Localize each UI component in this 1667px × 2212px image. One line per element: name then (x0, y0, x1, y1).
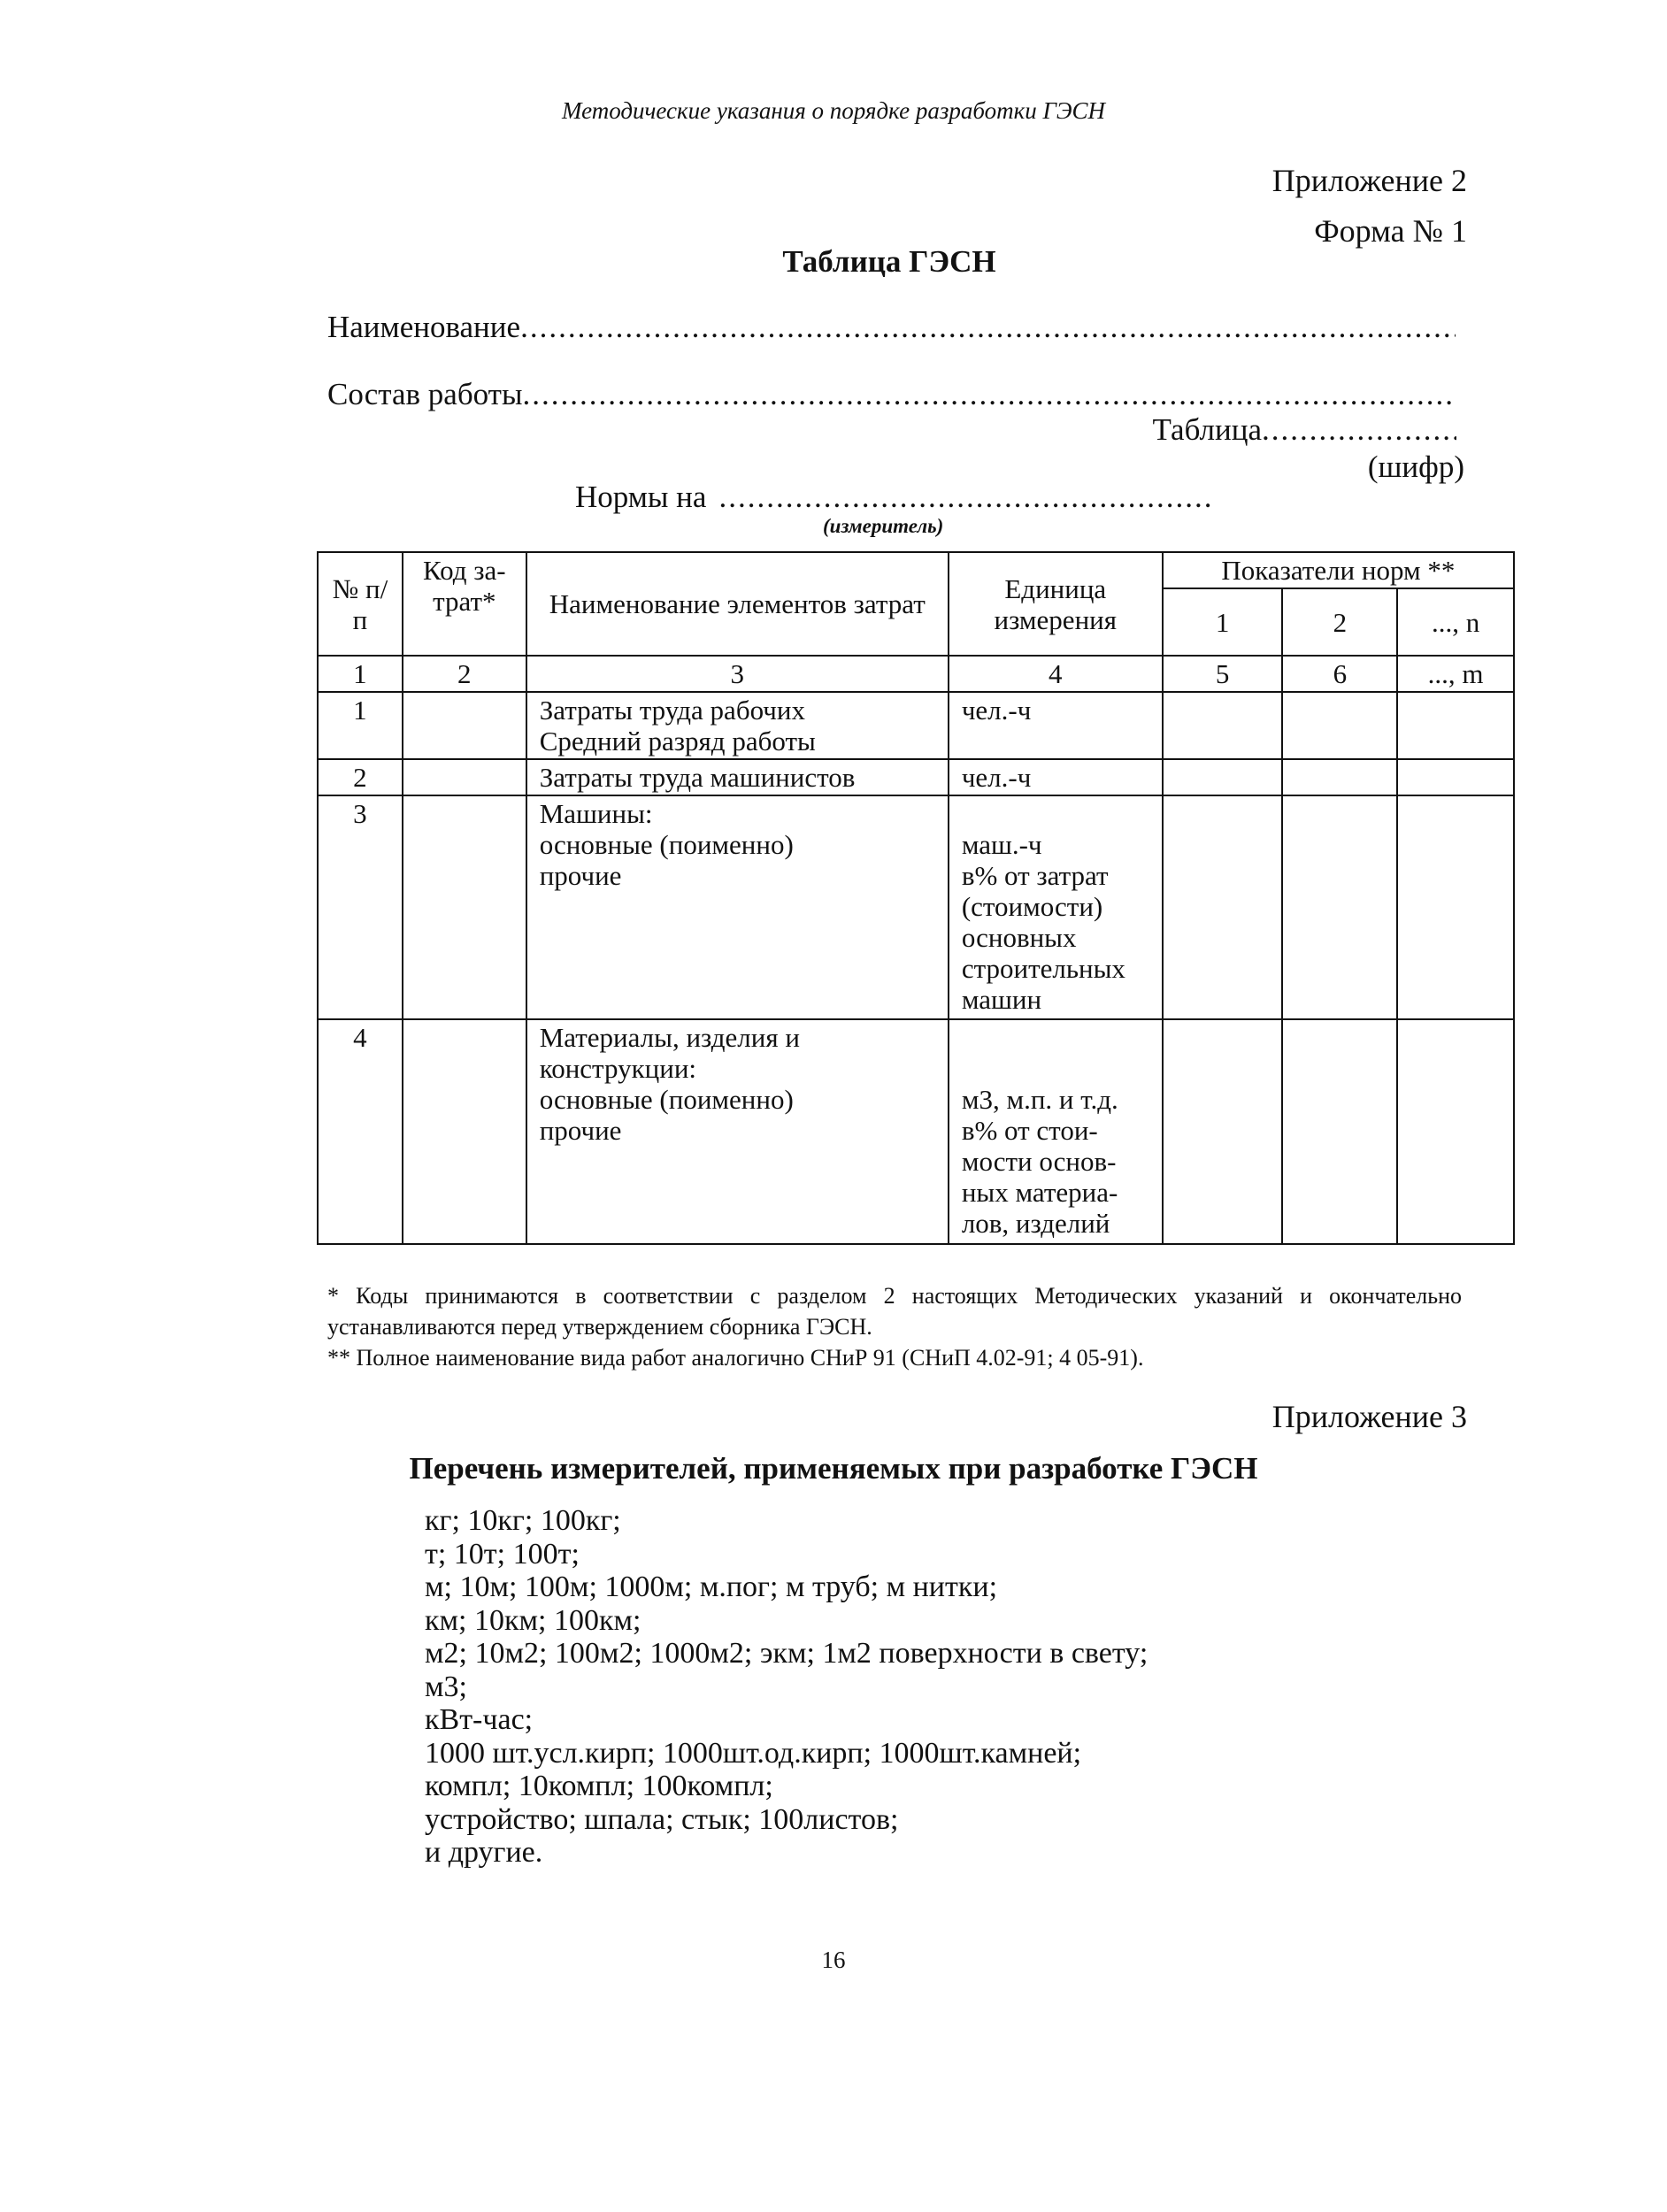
work-label: Состав работы (327, 377, 523, 411)
appendix-3-label: Приложение 3 (1271, 1399, 1467, 1434)
list-item: м; 10м; 100м; 1000м; м.пог; м труб; м нитки; (425, 1571, 998, 1603)
col-num-cell: 4 (949, 656, 1163, 692)
table-row (318, 1019, 1514, 1244)
col-num-cell: 1 (318, 656, 403, 692)
header-unit: Единица измерения (949, 552, 1163, 656)
header-ind-n: ..., n (1397, 588, 1514, 656)
row-ind (1397, 1019, 1514, 1244)
footnote-marker: * (327, 1283, 339, 1309)
appendix-2-label: Приложение 2 (1271, 163, 1467, 198)
col-num-cell: ..., m (1397, 656, 1514, 692)
row-unit: маш.-ч в% от затрат (стоимости) основных строительных машин (949, 795, 1163, 1019)
row-ind (1163, 759, 1283, 795)
footnote-1-text: Коды принимаются в соответствии с разделом 2 настоящих Методических указаний и окончательно устанавливаются перед утверждением сборника ГЭСН. (327, 1283, 1462, 1340)
table-row (318, 759, 1514, 795)
list-item: компл; 10компл; 100компл; (425, 1770, 773, 1802)
footnote-2 (327, 1342, 1462, 1373)
leader-dots (1262, 412, 1456, 448)
row-name: Затраты труда машинистов (526, 759, 949, 795)
table-title: Таблица ГЭСН (782, 244, 996, 279)
running-header: Методические указания о порядке разработки ГЭСН (561, 97, 1106, 124)
header-ind-1: 1 (1163, 588, 1283, 656)
row-num: 2 (318, 759, 403, 795)
row-ind (1397, 759, 1514, 795)
page-number: 16 (821, 1947, 846, 1973)
row-name: Материалы, изделия и конструкции: основные (поименно) прочие (526, 1019, 949, 1244)
row-name: Затраты труда рабочих Средний разряд работы (526, 692, 949, 759)
list-item: м3; (425, 1670, 467, 1703)
col-num-cell: 6 (1282, 656, 1397, 692)
row-ind (1282, 795, 1397, 1019)
list-item: устройство; шпала; стык; 100листов; (425, 1802, 899, 1836)
row-ind (1282, 759, 1397, 795)
row-ind (1163, 1019, 1283, 1244)
row-ind (1282, 692, 1397, 759)
header-num: № п/п (318, 552, 403, 656)
footnote-marker: ** (327, 1345, 350, 1371)
cipher-note: (шифр) (1367, 449, 1464, 484)
row-ind (1163, 795, 1283, 1019)
row-num: 4 (318, 1019, 403, 1244)
list-item: км; 10км; 100км; (425, 1603, 641, 1637)
table-label: Таблица (1152, 412, 1262, 447)
col-num-cell: 3 (526, 656, 949, 692)
row-ind (1397, 795, 1514, 1019)
row-ind (1163, 692, 1283, 759)
norms-label: Нормы на (575, 480, 707, 514)
col-num-cell: 2 (403, 656, 526, 692)
row-code (403, 795, 526, 1019)
list-item: и другие. (425, 1836, 543, 1869)
table-number-field (1014, 412, 1456, 448)
name-label: Наименование (327, 310, 521, 344)
row-unit: чел.-ч (949, 692, 1163, 759)
row-code (403, 692, 526, 759)
row-ind (1397, 692, 1514, 759)
row-code (403, 1019, 526, 1244)
row-code (403, 759, 526, 795)
header-name: Наименование элементов затрат (526, 552, 949, 656)
row-ind (1282, 1019, 1397, 1244)
row-unit: чел.-ч (949, 759, 1163, 795)
norms-field (575, 480, 1212, 515)
header-code: Код за-трат* (403, 552, 526, 656)
row-num: 3 (318, 795, 403, 1019)
row-unit: м3, м.п. и т.д. в% от стои- мости основ- ных материа- лов, изделий (949, 1019, 1163, 1244)
col-num-cell: 5 (1163, 656, 1283, 692)
form-number: Форма № 1 (1314, 213, 1467, 249)
header-ind-2: 2 (1282, 588, 1397, 656)
meters-list-title: Перечень измерителей, применяемых при разработке ГЭСН (409, 1451, 1258, 1486)
list-item: кг; 10кг; 100кг; (425, 1504, 621, 1537)
leader-dots (522, 377, 1456, 412)
header-indicators: Показатели норм ** (1163, 552, 1514, 588)
list-item: кВт-час; (425, 1703, 534, 1736)
list-item: т; 10т; 100т; (425, 1537, 580, 1571)
footnote-1 (327, 1280, 1462, 1342)
leader-dots (520, 310, 1456, 345)
meters-list (425, 1504, 1148, 1870)
leader-dots (718, 480, 1212, 515)
row-name: Машины: основные (поименно) прочие (526, 795, 949, 1019)
table-row (318, 692, 1514, 759)
meter-note: (измеритель) (823, 515, 944, 537)
list-item: 1000 шт.усл.кирп; 1000шт.од.кирп; 1000шт.камней; (425, 1736, 1082, 1770)
work-composition-field (327, 377, 1456, 412)
name-field (327, 310, 1456, 345)
norms-table (317, 551, 1515, 1245)
footnote-2-text: Полное наименование вида работ аналогично СНиР 91 (СНиП 4.02-91; 4 05-91). (356, 1345, 1144, 1371)
list-item: м2; 10м2; 100м2; 1000м2; экм; 1м2 поверхности в свету; (425, 1637, 1148, 1670)
table-row (318, 795, 1514, 1019)
column-number-row (318, 656, 1514, 692)
row-num: 1 (318, 692, 403, 759)
